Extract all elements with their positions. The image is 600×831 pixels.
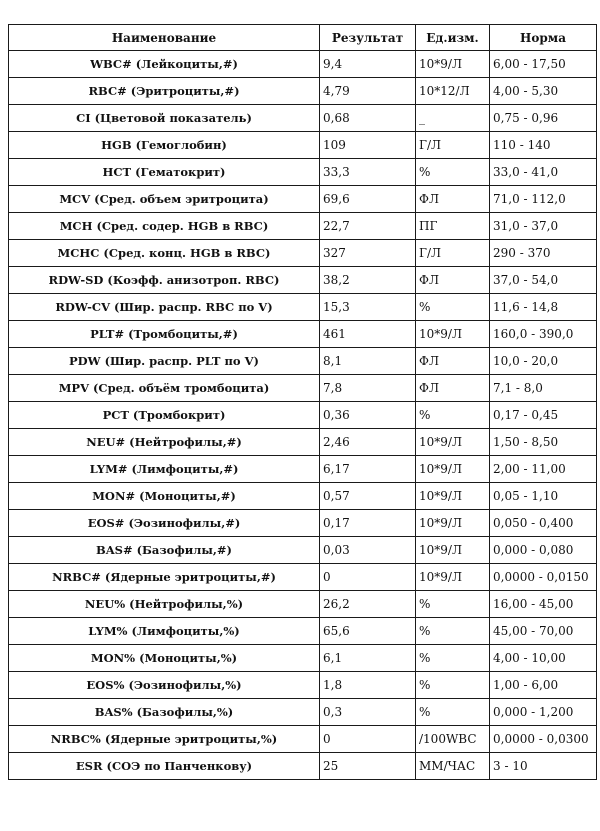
unit-cell: 10*9/Л <box>416 456 490 483</box>
result-value-cell: 1,8 <box>320 672 416 699</box>
reference-range-cell: 0,000 - 0,080 <box>490 537 597 564</box>
reference-range-cell: 1,50 - 8,50 <box>490 429 597 456</box>
reference-range-cell: 33,0 - 41,0 <box>490 159 597 186</box>
result-value-cell: 9,4 <box>320 51 416 78</box>
result-value-cell: 6,1 <box>320 645 416 672</box>
test-name-cell: PDW (Шир. распр. PLT по V) <box>9 348 320 375</box>
unit-cell: % <box>416 672 490 699</box>
reference-range-cell: 31,0 - 37,0 <box>490 213 597 240</box>
table-row <box>9 132 597 159</box>
test-name-cell: NEU% (Нейтрофилы,%) <box>9 591 320 618</box>
table-row <box>9 375 597 402</box>
test-name-cell: BAS% (Базофилы,%) <box>9 699 320 726</box>
table-row <box>9 105 597 132</box>
test-name-cell: CI (Цветовой показатель) <box>9 105 320 132</box>
reference-range-cell: 4,00 - 10,00 <box>490 645 597 672</box>
test-name-cell: LYM# (Лимфоциты,#) <box>9 456 320 483</box>
result-value-cell: 65,6 <box>320 618 416 645</box>
test-name-cell: PLT# (Тромбоциты,#) <box>9 321 320 348</box>
result-value-cell: 7,8 <box>320 375 416 402</box>
reference-range-cell: 37,0 - 54,0 <box>490 267 597 294</box>
test-name-cell: MON% (Моноциты,%) <box>9 645 320 672</box>
reference-range-cell: 1,00 - 6,00 <box>490 672 597 699</box>
unit-cell: % <box>416 591 490 618</box>
test-name-cell: WBC# (Лейкоциты,#) <box>9 51 320 78</box>
test-name-cell: MCV (Сред. объем эритроцита) <box>9 186 320 213</box>
result-value-cell: 4,79 <box>320 78 416 105</box>
unit-cell: 10*9/Л <box>416 537 490 564</box>
unit-cell: ФЛ <box>416 348 490 375</box>
table-row <box>9 186 597 213</box>
result-value-cell: 15,3 <box>320 294 416 321</box>
reference-range-cell: 0,17 - 0,45 <box>490 402 597 429</box>
lab-results-table <box>8 24 597 780</box>
table-row <box>9 591 597 618</box>
column-header-norm: Норма <box>490 25 597 51</box>
table-row <box>9 537 597 564</box>
result-value-cell: 0,57 <box>320 483 416 510</box>
column-header-unit: Ед.изм. <box>416 25 490 51</box>
result-value-cell: 327 <box>320 240 416 267</box>
result-value-cell: 0 <box>320 564 416 591</box>
reference-range-cell: 160,0 - 390,0 <box>490 321 597 348</box>
table-row <box>9 618 597 645</box>
unit-cell: ПГ <box>416 213 490 240</box>
test-name-cell: HGB (Гемоглобин) <box>9 132 320 159</box>
table-row <box>9 672 597 699</box>
unit-cell: 10*9/Л <box>416 483 490 510</box>
unit-cell: 10*12/Л <box>416 78 490 105</box>
table-row <box>9 645 597 672</box>
test-name-cell: ESR (СОЭ по Панченкову) <box>9 753 320 780</box>
test-name-cell: EOS% (Эозинофилы,%) <box>9 672 320 699</box>
unit-cell: /100WBC <box>416 726 490 753</box>
result-value-cell: 109 <box>320 132 416 159</box>
table-row <box>9 51 597 78</box>
table-row <box>9 456 597 483</box>
result-value-cell: 2,46 <box>320 429 416 456</box>
table-body <box>9 51 597 780</box>
reference-range-cell: 16,00 - 45,00 <box>490 591 597 618</box>
reference-range-cell: 10,0 - 20,0 <box>490 348 597 375</box>
table-row <box>9 564 597 591</box>
reference-range-cell: 290 - 370 <box>490 240 597 267</box>
reference-range-cell: 71,0 - 112,0 <box>490 186 597 213</box>
table-row <box>9 429 597 456</box>
test-name-cell: PCT (Тромбокрит) <box>9 402 320 429</box>
unit-cell: 10*9/Л <box>416 510 490 537</box>
unit-cell: Г/Л <box>416 240 490 267</box>
test-name-cell: RBC# (Эритроциты,#) <box>9 78 320 105</box>
test-name-cell: NEU# (Нейтрофилы,#) <box>9 429 320 456</box>
reference-range-cell: 0,05 - 1,10 <box>490 483 597 510</box>
reference-range-cell: 2,00 - 11,00 <box>490 456 597 483</box>
table-row <box>9 483 597 510</box>
reference-range-cell: 4,00 - 5,30 <box>490 78 597 105</box>
test-name-cell: MPV (Сред. объём тромбоцита) <box>9 375 320 402</box>
result-value-cell: 69,6 <box>320 186 416 213</box>
table-row <box>9 726 597 753</box>
test-name-cell: NRBC% (Ядерные эритроциты,%) <box>9 726 320 753</box>
unit-cell: % <box>416 645 490 672</box>
result-value-cell: 6,17 <box>320 456 416 483</box>
test-name-cell: MCHC (Сред. конц. HGB в RBC) <box>9 240 320 267</box>
unit-cell: ФЛ <box>416 267 490 294</box>
test-name-cell: RDW-SD (Коэфф. анизотроп. RBC) <box>9 267 320 294</box>
unit-cell: ММ/ЧАС <box>416 753 490 780</box>
lab-results-sheet <box>8 24 596 780</box>
result-value-cell: 0,03 <box>320 537 416 564</box>
unit-cell: ФЛ <box>416 186 490 213</box>
table-row <box>9 213 597 240</box>
result-value-cell: 0 <box>320 726 416 753</box>
table-row <box>9 159 597 186</box>
table-row <box>9 294 597 321</box>
table-row <box>9 267 597 294</box>
test-name-cell: LYM% (Лимфоциты,%) <box>9 618 320 645</box>
unit-cell: 10*9/Л <box>416 321 490 348</box>
unit-cell: % <box>416 618 490 645</box>
column-header-result: Результат <box>320 25 416 51</box>
table-row <box>9 240 597 267</box>
header-row <box>9 25 597 51</box>
table-row <box>9 510 597 537</box>
unit-cell: _ <box>416 105 490 132</box>
unit-cell: 10*9/Л <box>416 51 490 78</box>
unit-cell: 10*9/Л <box>416 429 490 456</box>
result-value-cell: 38,2 <box>320 267 416 294</box>
reference-range-cell: 45,00 - 70,00 <box>490 618 597 645</box>
result-value-cell: 33,3 <box>320 159 416 186</box>
test-name-cell: HCT (Гематокрит) <box>9 159 320 186</box>
test-name-cell: NRBC# (Ядерные эритроциты,#) <box>9 564 320 591</box>
result-value-cell: 26,2 <box>320 591 416 618</box>
table-row <box>9 78 597 105</box>
result-value-cell: 0,36 <box>320 402 416 429</box>
result-value-cell: 22,7 <box>320 213 416 240</box>
unit-cell: 10*9/Л <box>416 564 490 591</box>
table-row <box>9 321 597 348</box>
result-value-cell: 461 <box>320 321 416 348</box>
reference-range-cell: 6,00 - 17,50 <box>490 51 597 78</box>
column-header-name: Наименование <box>9 25 320 51</box>
test-name-cell: RDW-CV (Шир. распр. RBC по V) <box>9 294 320 321</box>
table-row <box>9 402 597 429</box>
table-row <box>9 753 597 780</box>
test-name-cell: MON# (Моноциты,#) <box>9 483 320 510</box>
table-row <box>9 699 597 726</box>
unit-cell: ФЛ <box>416 375 490 402</box>
unit-cell: % <box>416 294 490 321</box>
reference-range-cell: 0,0000 - 0,0300 <box>490 726 597 753</box>
unit-cell: % <box>416 402 490 429</box>
reference-range-cell: 0,75 - 0,96 <box>490 105 597 132</box>
result-value-cell: 0,17 <box>320 510 416 537</box>
reference-range-cell: 11,6 - 14,8 <box>490 294 597 321</box>
table-header <box>9 25 597 51</box>
test-name-cell: EOS# (Эозинофилы,#) <box>9 510 320 537</box>
reference-range-cell: 0,000 - 1,200 <box>490 699 597 726</box>
reference-range-cell: 110 - 140 <box>490 132 597 159</box>
test-name-cell: BAS# (Базофилы,#) <box>9 537 320 564</box>
result-value-cell: 25 <box>320 753 416 780</box>
reference-range-cell: 0,050 - 0,400 <box>490 510 597 537</box>
reference-range-cell: 0,0000 - 0,0150 <box>490 564 597 591</box>
result-value-cell: 0,3 <box>320 699 416 726</box>
result-value-cell: 0,68 <box>320 105 416 132</box>
reference-range-cell: 3 - 10 <box>490 753 597 780</box>
reference-range-cell: 7,1 - 8,0 <box>490 375 597 402</box>
unit-cell: Г/Л <box>416 132 490 159</box>
unit-cell: % <box>416 699 490 726</box>
test-name-cell: MCH (Сред. содер. HGB в RBC) <box>9 213 320 240</box>
table-row <box>9 348 597 375</box>
unit-cell: % <box>416 159 490 186</box>
result-value-cell: 8,1 <box>320 348 416 375</box>
